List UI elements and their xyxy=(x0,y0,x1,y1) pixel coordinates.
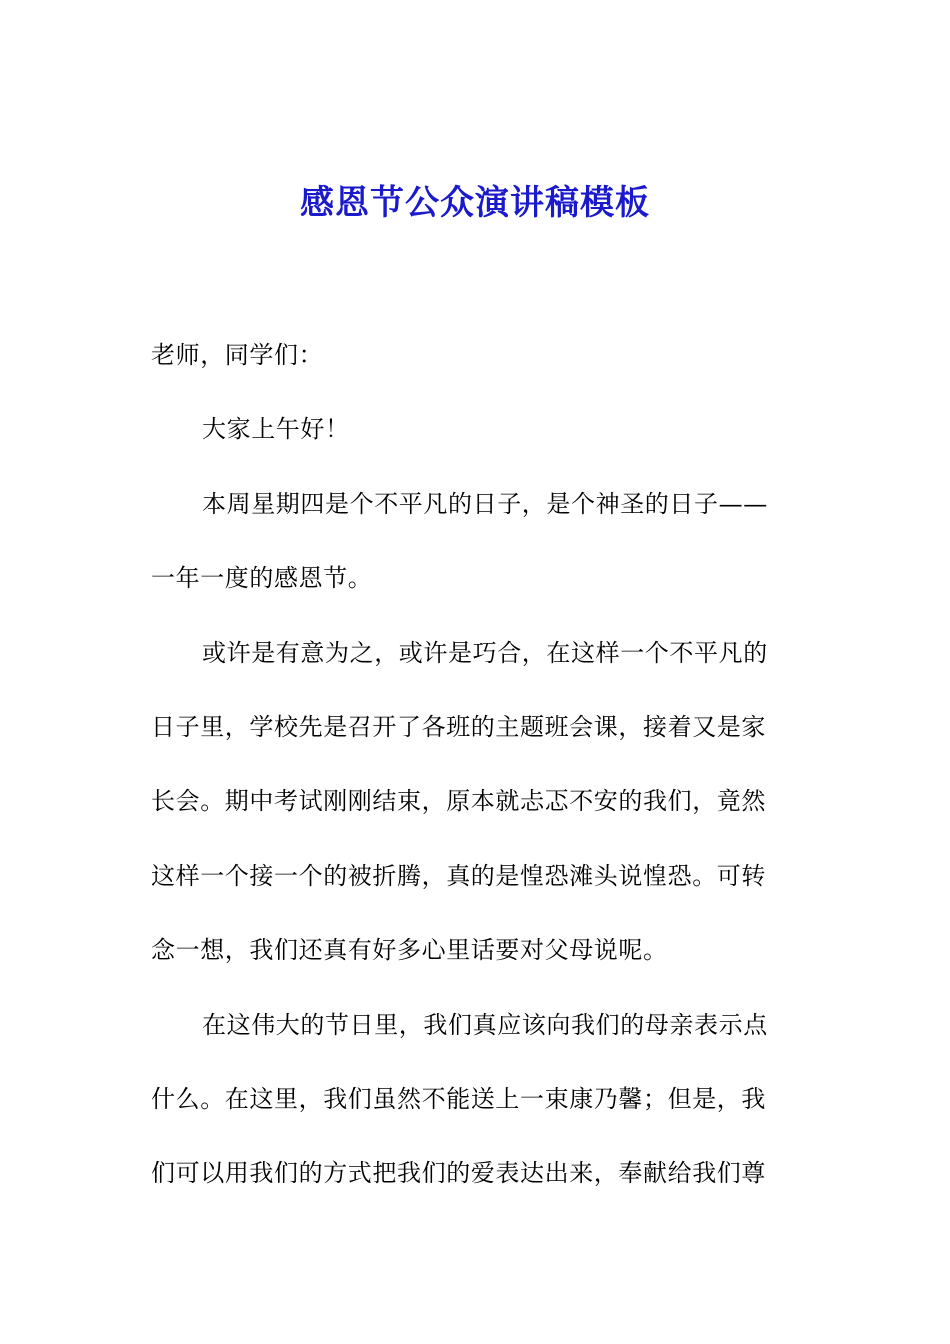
text-line: 一年一度的感恩节。 xyxy=(151,564,373,593)
text-line: 日子里，学校先是召开了各班的主题班会课，接着又是家 xyxy=(151,712,766,741)
text-line: 在这伟大的节日里，我们真应该向我们的母亲表示点 xyxy=(202,1010,768,1039)
document-title: 感恩节公众演讲稿模板 xyxy=(300,183,650,223)
text-line: 念一想，我们还真有好多心里话要对父母说呢。 xyxy=(151,936,668,965)
text-line: 本周星期四是个不平凡的日子，是个神圣的日子—— xyxy=(202,489,768,518)
text-line: 长会。期中考试刚刚结束，原本就忐忑不安的我们，竟然 xyxy=(151,787,766,816)
text-line: 或许是有意为之，或许是巧合，在这样一个不平凡的 xyxy=(202,638,768,667)
document-body xyxy=(151,335,791,1228)
text-line: 老师，同学们： xyxy=(151,341,324,369)
text-line: 这样一个接一个的被折腾，真的是惶恐滩头说惶恐。可转 xyxy=(151,861,766,890)
text-line: 什么。在这里，我们虽然不能送上一束康乃馨；但是，我 xyxy=(151,1084,766,1113)
text-line: 大家上午好！ xyxy=(202,415,350,444)
text-line: 们可以用我们的方式把我们的爱表达出来，奉献给我们尊 xyxy=(151,1159,766,1188)
